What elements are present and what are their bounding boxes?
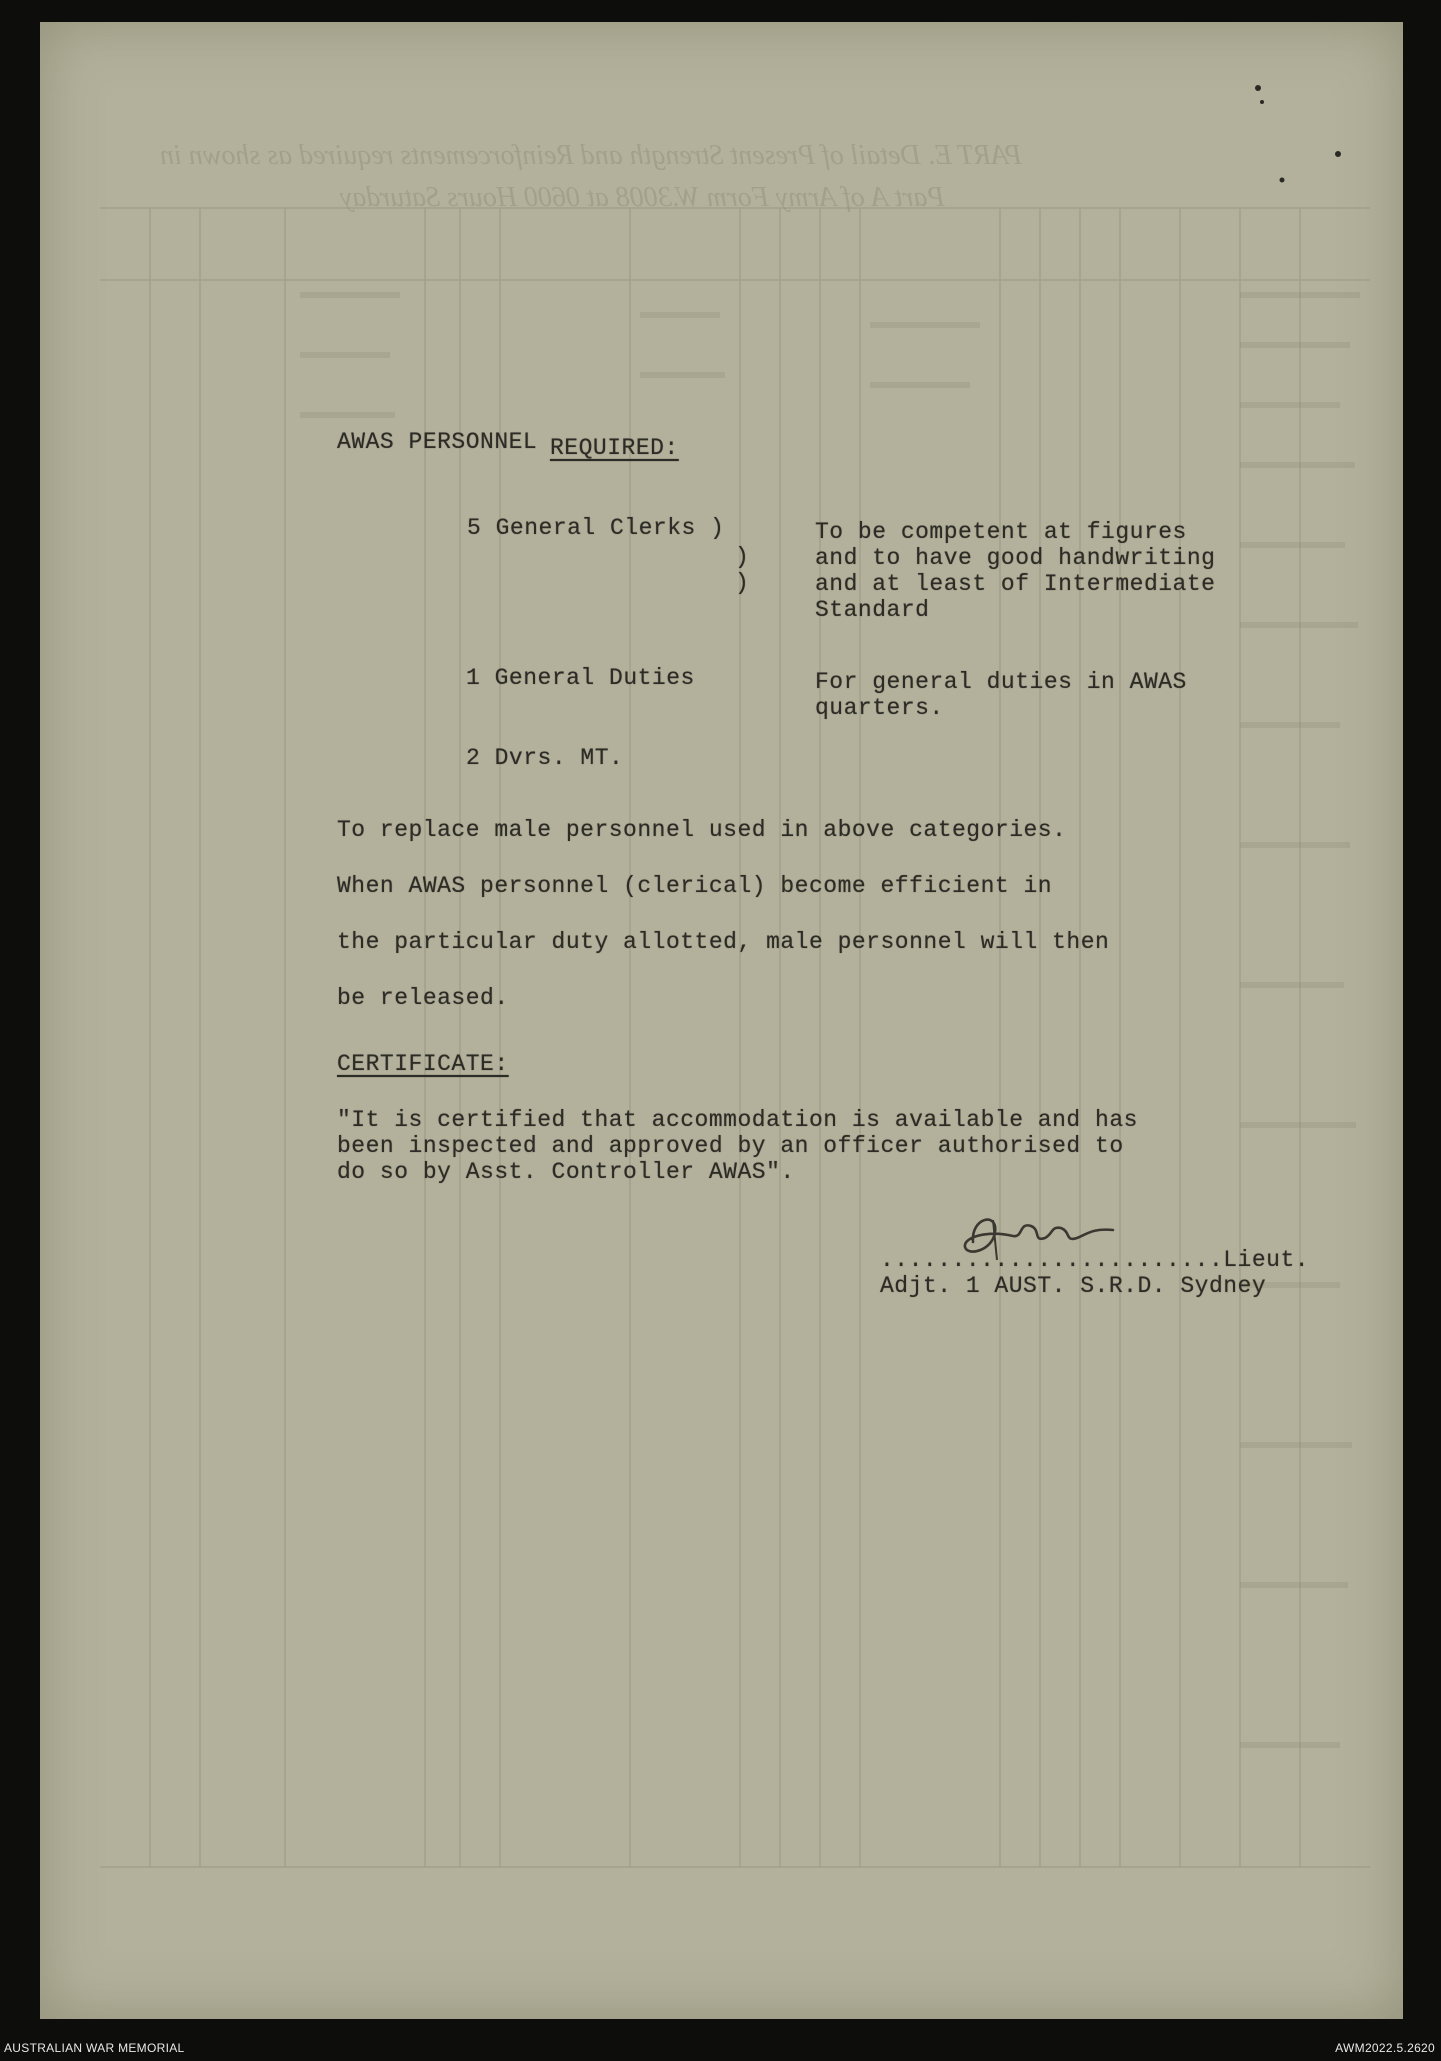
certificate-line: been inspected and approved by an officer authorised to [337, 1133, 1124, 1159]
requirement-description-line: and to have good handwriting [815, 545, 1216, 571]
document-page [40, 22, 1403, 2019]
heading-awas-personnel: AWAS PERSONNEL [337, 429, 538, 455]
bleed-through-subheading: Part A of Army Form W.3008 at 0600 Hours Saturday [340, 182, 945, 213]
requirement-description-line: To be competent at figures [815, 519, 1187, 545]
bleed-through-grid [40, 22, 1403, 2019]
requirement-description-line: quarters. [815, 695, 944, 721]
requirement-bracket: ) [735, 570, 750, 596]
requirement-clerks: 5 General Clerks ) [467, 515, 725, 541]
torn-edge [890, 0, 1370, 18]
certificate-line: "It is certified that accommodation is available and has [337, 1107, 1138, 1133]
requirement-general-duties: 1 General Duties [466, 665, 695, 691]
paragraph-line: the particular duty allotted, male personnel will then [337, 929, 1110, 955]
signature-title: Adjt. 1 AUST. S.R.D. Sydney [880, 1273, 1267, 1299]
requirement-description-line: and at least of Intermediate [815, 571, 1216, 597]
paragraph-line: To replace male personnel used in above categories. [337, 817, 1067, 843]
requirement-drivers: 2 Dvrs. MT. [466, 745, 624, 771]
footer-right: AWM2022.5.2620 [1335, 2041, 1435, 2055]
bleed-through-heading: PART E. Detail of Present Strength and Reinforcements required as shown in [160, 140, 1022, 171]
paragraph-line: be released. [337, 985, 509, 1011]
heading-required: REQUIRED: [550, 435, 679, 461]
paragraph-line: When AWAS personnel (clerical) become efficient in [337, 873, 1053, 899]
requirement-description-line: For general duties in AWAS [815, 669, 1187, 695]
requirement-description-line: Standard [815, 597, 930, 623]
certificate-heading: CERTIFICATE: [337, 1051, 509, 1077]
requirement-bracket: ) [735, 544, 750, 570]
paper-specks [40, 22, 1403, 222]
footer-left: AUSTRALIAN WAR MEMORIAL [4, 2041, 185, 2055]
signature-line: ........................Lieut. [880, 1247, 1310, 1273]
certificate-line: do so by Asst. Controller AWAS". [337, 1159, 795, 1185]
